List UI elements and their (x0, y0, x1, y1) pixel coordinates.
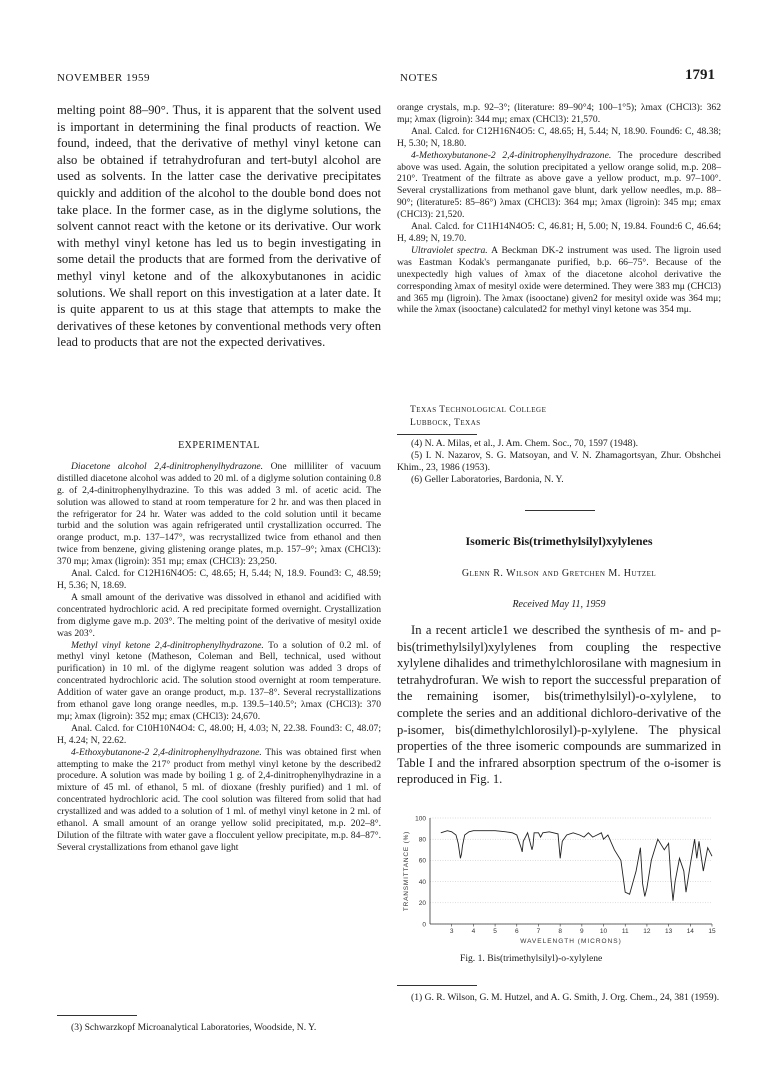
page-number: 1791 (685, 67, 715, 83)
experimental-paragraph-4 (57, 747, 381, 854)
y-tick-label: 20 (418, 900, 426, 908)
x-tick-label: 6 (514, 928, 519, 935)
x-tick-label: 11 (621, 928, 629, 935)
experimental-section (57, 440, 381, 854)
compound-title: Diacetone alcohol 2,4-dinitrophenylhydrazone. (71, 460, 264, 472)
paragraph-text: This was obtained first when attempting to make the 217° product from methyl vinyl ketone by the described2 procedure. A solution was made by boiling 1 g. of 2,4-dinitrophenylhydrazine in a mixture of 45 ml. of ethanol, 5 ml. of dioxane (freshly purified) and 1 ml. of concentrated hydrochloric acid. The cool solution was filtered from solid that had crystallized and was added to a solution of 1 ml. of methyl vinyl ketone in 2 ml. of ethanol. A small amount of an orange yellow solid precipitated, m.p. 202–8°. Dilution of the filtrate with water gave a flocculent yellow precipitate, m.p. 84–87°. Several crystallizations from ethanol gave light (57, 746, 381, 853)
x-tick-label: 3 (449, 928, 454, 935)
experimental-paragraph-1 (57, 461, 381, 568)
footnote-rule-right (397, 985, 477, 986)
references (397, 438, 721, 486)
x-tick-label: 5 (493, 928, 497, 935)
affiliation-line-2: Lubbock, Texas (410, 418, 481, 428)
x-tick-label: 12 (643, 928, 651, 935)
paragraph-text: A Beckman DK-2 instrument was used. The ligroin used was Eastman Kodak's permanganate purified, b.p. 66–75°. Because of the unexpectedly high values of λmax of the diacetone alcohol derivative the corresponding λmax of mesityl oxide were determined. They were 383 mμ (CHCl3) and 365 mμ (ligroin). The λmax (isooctane) given2 for mesityl oxide was 364 mμ; while the λmax (isooctane) calculated2 for methyl vinyl ketone was 354 mμ. (397, 244, 721, 316)
y-tick-label: 60 (418, 857, 426, 865)
article-body (397, 622, 721, 788)
running-header-section: NOTES (400, 72, 438, 84)
reference-6: (6) Geller Laboratories, Bardonia, N. Y. (411, 473, 564, 485)
analysis-1: Anal. Calcd. for C12H16N4O5: C, 48.65; H, 5.44; N, 18.9. Found3: C, 48.59; H, 5.36; N, 18.69. (57, 568, 381, 591)
x-axis-label: WAVELENGTH (MICRONS) (520, 938, 622, 945)
x-tick-label: 15 (708, 928, 716, 935)
experimental-paragraph-2: A small amount of the derivative was dissolved in ethanol and acidified with concentrated hydrochloric acid. A red precipitate formed overnight. Crystallization from diglyme gave m.p. 203°. The melting point of the derivative of mesityl oxide was 203°. (57, 591, 381, 639)
article-title: Isomeric Bis(trimethylsilyl)xylylenes (465, 534, 653, 548)
intro-text: melting point 88–90°. Thus, it is apparent that the solvent used is important in determining the final products of reaction. We found, indeed, that the derivative of methyl vinyl ketone can also be obtained if tetrahydrofuran and tert-butyl alcohol are used as solvents. In the latter case the derivative precipitates quickly and addition of the alcohol to the double bond does not take place. In the former case, as in the diglyme solutions, the solvent cannot react with the ketone or its derivative. Our work with methyl vinyl ketone has led us to begin investigating in some detail the products that are formed from the derivative of methyl vinyl ketone and of the alkoxybutanones in acidic solutions. We shall report on this investigation at a later date. It is quite apparent to us at this stage that attempts to make the derivatives of these ketones by conventional methods very often lead to products that are not the expected derivatives. (57, 103, 381, 350)
footnote-rule-left (57, 1015, 137, 1016)
running-header-date: NOVEMBER 1959 (57, 72, 150, 84)
experimental-paragraph-3 (57, 640, 381, 723)
affiliation-line-1: Texas Technological College (410, 405, 547, 415)
y-tick-label: 100 (415, 815, 426, 823)
section-heading: EXPERIMENTAL (178, 440, 260, 451)
paragraph-4-continued: orange crystals, m.p. 92–3°; (literature: 89–90°4; 100–1°5); λmax (CHCl3): 362 mμ; λmax (ligroin): 344 mμ; εmax (CHCl3): 21,570. (397, 102, 721, 125)
compound-title: Methyl vinyl ketone 2,4-dinitrophenylhydrazone. (71, 639, 264, 651)
analysis-3: Anal. Calcd. for C12H16N4O5: C, 48.65; H, 5.44; N, 18.90. Found6: C, 48.38; H, 5.30; N, 18.80. (397, 125, 721, 149)
x-tick-label: 14 (686, 928, 694, 935)
x-tick-label: 10 (599, 928, 608, 935)
references-rule (397, 434, 477, 435)
figure-caption: Fig. 1. Bis(trimethylsilyl)-o-xylylene (460, 953, 603, 964)
x-tick-label: 4 (471, 928, 476, 935)
x-tick-label: 13 (664, 928, 673, 935)
article-separator (525, 510, 595, 511)
footnote-3: (3) Schwarzkopf Microanalytical Laboratories, Woodside, N. Y. (71, 1022, 317, 1033)
reference-5: (5) I. N. Nazarov, S. G. Matsoyan, and V. N. Zhamagortsyan, Zhur. Obshchei Khim., 23, 1986 (1953). (397, 449, 721, 473)
x-tick-label: 7 (536, 928, 541, 935)
y-tick-label: 80 (418, 836, 426, 844)
experimental-continued (397, 102, 721, 316)
x-tick-label: 9 (580, 928, 584, 935)
spectrum-line (441, 831, 712, 901)
y-tick-label: 40 (418, 878, 426, 886)
footnote-left (57, 1022, 381, 1034)
article-body-text: In a recent article1 we described the synthesis of m- and p-bis(trimethylsilyl)xylylenes from coupling the respective xylylene dihalides and trimethylchlorosilane with magnesium in tetrahydrofuran. We wish to report the successful preparation of the remaining isomer, bis(trimethylsilyl)-o-xylylene, to complete the series and an additional dichloro-derivative of the p-isomer, bis(dimethylchlorosilyl)-p-xylylene. The physical properties of the three isomeric compounds are summarized in Table I and the infrared absorption spectrum of the o-isomer is reproduced in Fig. 1. (397, 623, 721, 787)
paragraph-text: One milliliter of vacuum distilled diacetone alcohol was added to 20 ml. of a diglyme solution containing 0.8 g. of 2,4-dinitrophenylhydrazine. To this was added 3 ml. of acetic acid. The solution was allowed to stand at room temperature for 2 hr. and was then placed in the refrigerator for 24 hr. Water was added to the cold solution until it became turbid and the solution was again refrigerated until crystallization occurred. The orange product, m.p. 137–147°, was recrystallized twice from ethanol and then twice from benzene, giving glistening orange plates, m.p. 157–9°; λmax (CHCl3): 370 mμ; λmax (ligroin): 351 mμ; εmax (CHCl3): 23,250. (57, 460, 382, 568)
analysis-2: Anal. Calcd. for C10H10N4O4: C, 48.00; H, 4.03; N, 22.38. Found3: C, 48.07; H, 4.24; N, 22.62. (57, 722, 381, 746)
analysis-4: Anal. Calcd. for C11H14N4O5: C, 46.81; H, 5.00; N, 19.84. Found:6 C, 46.64; H, 4.89; N, 19.70. (397, 221, 721, 244)
uv-spectra-paragraph (397, 245, 721, 316)
y-tick-label: 0 (422, 921, 426, 929)
compound-title: 4-Ethoxybutanone-2 2,4-dinitrophenylhydrazone. (71, 746, 262, 758)
footnote-right (397, 992, 721, 1004)
experimental-paragraph-5 (397, 150, 721, 221)
y-axis-label: TRANSMITTANCE (%) (403, 830, 410, 912)
received-date: Received May 11, 1959 (512, 599, 606, 610)
paragraph-text: To a solution of 0.2 ml. of methyl vinyl ketone (Matheson, Coleman and Bell, technical, used without purification) in 10 ml. of the diglyme reagent solution was added 3 drops of concentrated hydrochloric acid. The solution stood overnight at room temperature. Addition of water gave an orange product, m.p. 137–8°. Several recrystallizations from ethanol gave long orange needles, m.p. 139.5–140.5°; λmax (CHCl3): 370 mμ; λmax (ligroin): 352 mμ; εmax (CHCl3): 24,670. (57, 639, 381, 722)
article-authors: Glenn R. Wilson and Gretchen M. Hutzel (461, 568, 657, 579)
compound-title: 4-Methoxybutanone-2 2,4-dinitrophenylhydrazone. (411, 149, 612, 161)
paragraph-text: The procedure described above was used. Again, the solution precipitated a yellow orange solid, m.p. 208–210°. Treatment of the filtrate as above gave a yellow product, m.p. 97–100°. Several crystallizations from methanol gave blunt, dark yellow needles, m.p. 88–90°; (literature5: 85–86°) λmax (CHCl3): 364 mμ; λmax (ligroin): 345 mμ; εmax (CHCl3): 21,520. (397, 149, 721, 221)
section-subtitle: Ultraviolet spectra. (411, 244, 488, 256)
intro-paragraph (57, 102, 381, 351)
footnote-1: (1) G. R. Wilson, G. M. Hutzel, and A. G. Smith, J. Org. Chem., 24, 381 (1959). (411, 992, 720, 1003)
ir-spectrum-chart (400, 812, 722, 952)
x-tick-label: 8 (558, 928, 562, 935)
reference-4: (4) N. A. Milas, et al., J. Am. Chem. Soc., 70, 1597 (1948). (411, 438, 639, 449)
